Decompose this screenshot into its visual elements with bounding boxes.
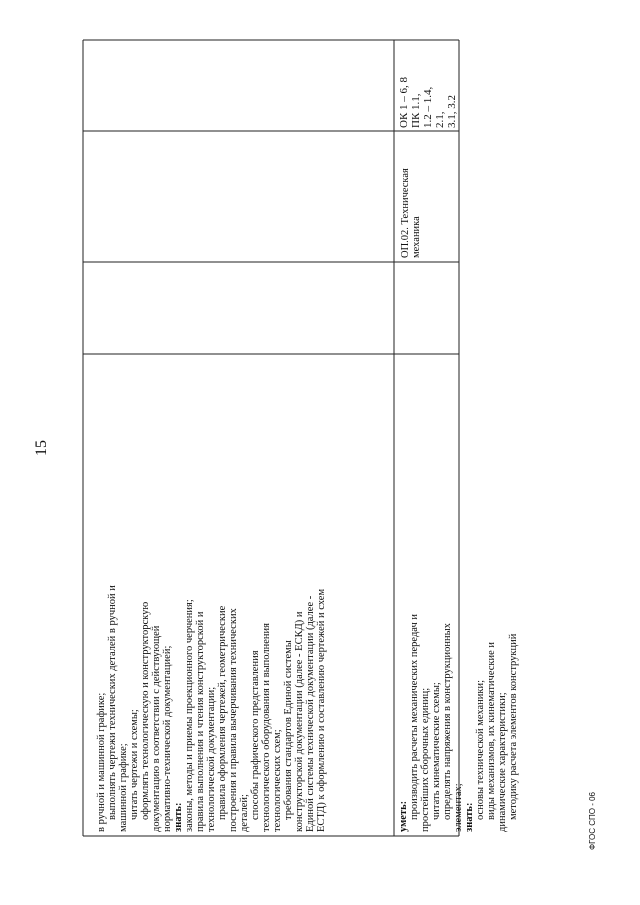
- requirement-line: основы технической механики;: [475, 679, 486, 820]
- requirement-line: производить расчеты механических передач и: [409, 613, 420, 820]
- requirement-line: динамические характеристики;: [497, 692, 508, 832]
- requirement-line: элементах;: [453, 783, 464, 832]
- requirement-line: уметь:: [398, 800, 409, 832]
- discipline-line: механика: [411, 216, 422, 258]
- requirement-line: виды механизмов, их кинематические и: [486, 641, 497, 820]
- requirement-line: ЕСТД) к оформлению и составлению чертежей и схем: [316, 588, 327, 832]
- requirement-line: определять напряжения в конструкционных: [442, 623, 453, 820]
- requirement-line: выполнять чертежи технических деталей в ручной и: [107, 585, 118, 820]
- requirement-line: читать чертежи и схемы;: [129, 709, 140, 820]
- competency-line: ОК 1 – 6, 8: [398, 76, 410, 128]
- requirement-line: правила выполнения и чтения конструкторской и: [195, 611, 206, 832]
- requirement-line: машинной графике;: [118, 743, 129, 832]
- discipline-line: ОП.02. Техническая: [400, 168, 411, 258]
- requirement-line: законы, методы и приемы проекционного черчения;: [184, 599, 195, 832]
- requirement-line: знать:: [173, 802, 184, 832]
- requirement-line: требования стандартов Единой системы: [283, 640, 294, 820]
- competency-line: 2.1,: [434, 111, 446, 128]
- requirements-text-lower: [398, 358, 519, 832]
- page-number: 15: [33, 440, 50, 456]
- requirement-line: в ручной и машинной графике;: [96, 692, 107, 832]
- requirement-line: конструкторской документации (далее - ЕСКД) и: [294, 611, 305, 832]
- requirement-line: технологической документации;: [206, 686, 217, 832]
- requirement-line: нормативно-технической документацией;: [162, 645, 173, 832]
- requirement-line: простейших сборочных единиц;: [420, 687, 431, 832]
- requirement-line: оформлять технологическую и конструкторскую: [140, 601, 151, 820]
- requirements-text-upper: [96, 358, 327, 832]
- requirement-line: читать кинематические схемы;: [431, 682, 442, 820]
- footer-code: ФГОС СПО - 06: [588, 792, 597, 850]
- requirement-line: Единой системы технической документации (далее -: [305, 595, 316, 832]
- competency-line: 3.1, 3.2: [446, 95, 458, 128]
- requirement-line: методику расчета элементов конструкций: [508, 633, 519, 820]
- discipline-name: [400, 140, 422, 258]
- requirement-line: построения и правила вычерчивания технических: [228, 608, 239, 832]
- requirement-line: способы графического представления: [250, 650, 261, 820]
- competency-line: 1.2 – 1.4,: [422, 86, 434, 128]
- requirement-line: правила оформления чертежей, геометрические: [217, 605, 228, 820]
- requirement-line: технологических схем;: [272, 729, 283, 832]
- requirement-line: документацию в соответствии с действующей: [151, 625, 162, 832]
- requirement-line: деталей;: [239, 794, 250, 832]
- competency-line: ПК 1.1,: [410, 93, 422, 128]
- competency-codes: [398, 44, 458, 128]
- requirement-line: технологического оборудования и выполнения: [261, 623, 272, 832]
- requirement-line: знать:: [464, 802, 475, 832]
